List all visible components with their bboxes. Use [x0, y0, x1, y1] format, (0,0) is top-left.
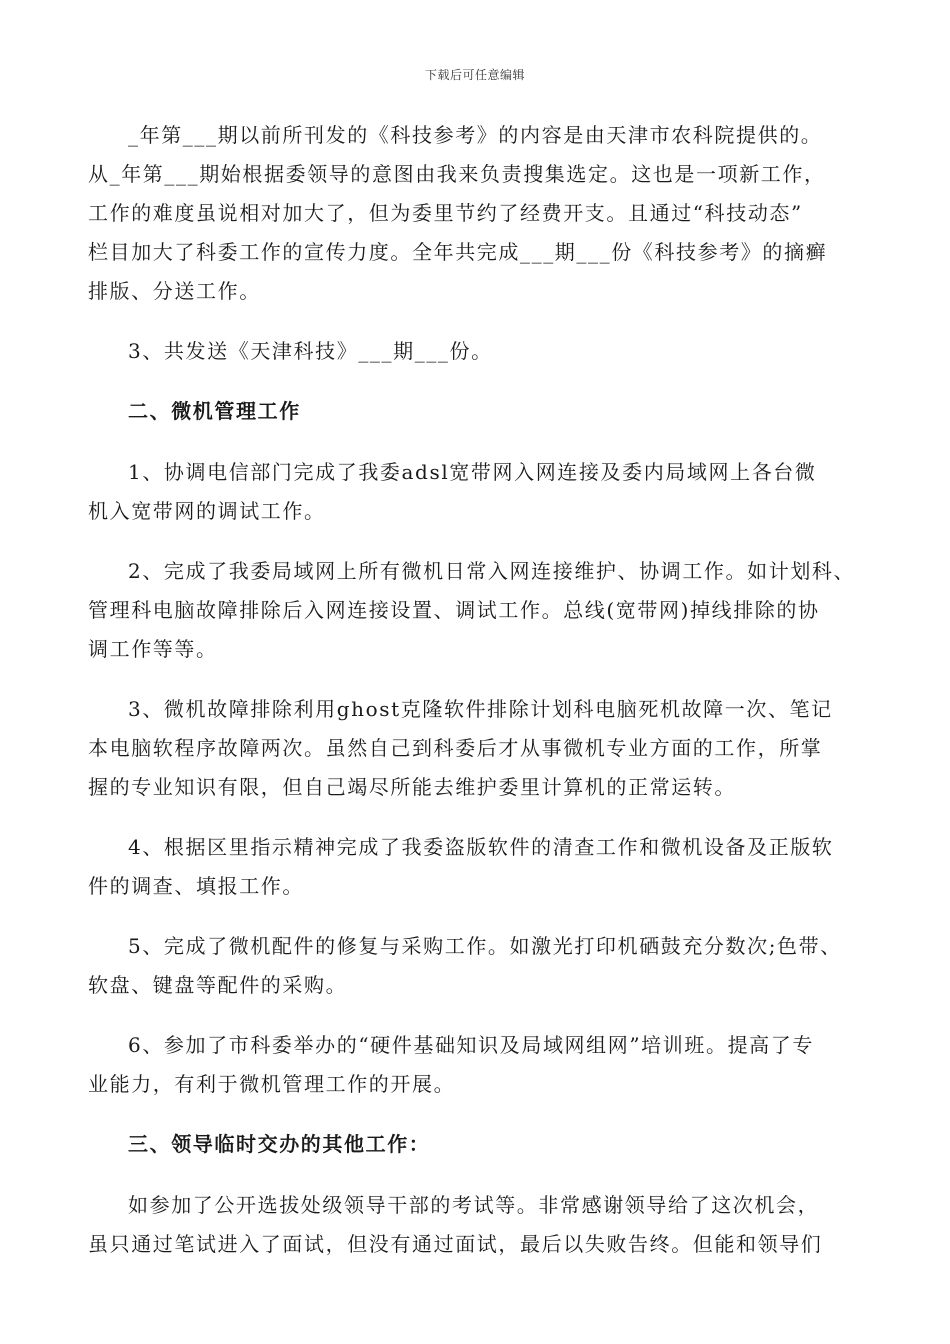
section-heading: 二、微机管理工作: [128, 399, 301, 423]
paragraph: [88, 332, 878, 371]
paragraph-line: _年第___期以前所刊发的《科技参考》的内容是由天津市农科院提供的。: [128, 123, 823, 147]
paragraph-line: 如参加了公开选拔处级领导干部的考试等。非常感谢领导给了这次机会，: [128, 1193, 820, 1217]
paragraph-line: 4、根据区里指示精神完成了我委盗版软件的清查工作和微机设备及正版软: [128, 835, 834, 859]
paragraph-line: 6、参加了市科委举办的“硬件基础知识及局域网组网”培训班。提高了专: [128, 1033, 814, 1057]
paragraph: [88, 453, 878, 531]
paragraph: [88, 690, 878, 807]
paragraph-line: 从_年第___期始根据委领导的意图由我来负责搜集选定。这也是一项新工作，: [88, 162, 826, 186]
header-note: 下载后可任意编辑: [424, 68, 525, 82]
paragraph-line: 件的调查、填报工作。: [88, 874, 304, 898]
paragraph-line: 机入宽带网的调试工作。: [88, 499, 326, 523]
paragraph: [88, 116, 878, 311]
paragraph: [88, 1186, 878, 1264]
paragraph-line: 排版、分送工作。: [88, 279, 261, 303]
paragraph-line: 2、完成了我委局域网上所有微机日常入网连接维护、协调工作。如计划科、: [128, 559, 856, 583]
section-heading: 三、领导临时交办的其他工作：: [128, 1132, 431, 1156]
paragraph-line: 1、协调电信部门完成了我委adsl宽带网入网连接及委内局域网上各台微: [128, 460, 817, 484]
paragraph-line: 3、微机故障排除利用ghost克隆软件排除计划科电脑死机故障一次、笔记: [128, 697, 833, 721]
paragraph-line: 工作的难度虽说相对加大了，但为委里节约了经费开支。且通过“科技动态”: [88, 201, 803, 225]
paragraph-line: 握的专业知识有限，但自己竭尽所能去维护委里计算机的正常运转。: [88, 775, 736, 799]
paragraph-line: 调工作等等。: [88, 637, 218, 661]
paragraph-line: 虽只通过笔试进入了面试，但没有通过面试，最后以失败告终。但能和领导们: [88, 1232, 823, 1256]
paragraph: [88, 927, 878, 1005]
paragraph-line: 3、共发送《天津科技》___期___份。: [128, 339, 493, 363]
paragraph-line: 本电脑软程序故障两次。虽然自己到科委后才从事微机专业方面的工作，所掌: [88, 736, 823, 760]
paragraph-line: 业能力，有利于微机管理工作的开展。: [88, 1072, 456, 1096]
paragraph: [88, 552, 878, 669]
paragraph-line: 5、完成了微机配件的修复与采购工作。如激光打印机硒鼓充分数次;色带、: [128, 934, 842, 958]
paragraph-line: 栏目加大了科委工作的宣传力度。全年共完成___期___份《科技参考》的摘癣: [88, 240, 828, 264]
paragraph: [88, 1026, 878, 1104]
paragraph-line: 管理科电脑故障排除后入网连接设置、调试工作。总线(宽带网)掉线排除的协: [88, 598, 820, 622]
document-body: [88, 116, 878, 1285]
paragraph-line: 软盘、键盘等配件的采购。: [88, 973, 348, 997]
paragraph: [88, 828, 878, 906]
